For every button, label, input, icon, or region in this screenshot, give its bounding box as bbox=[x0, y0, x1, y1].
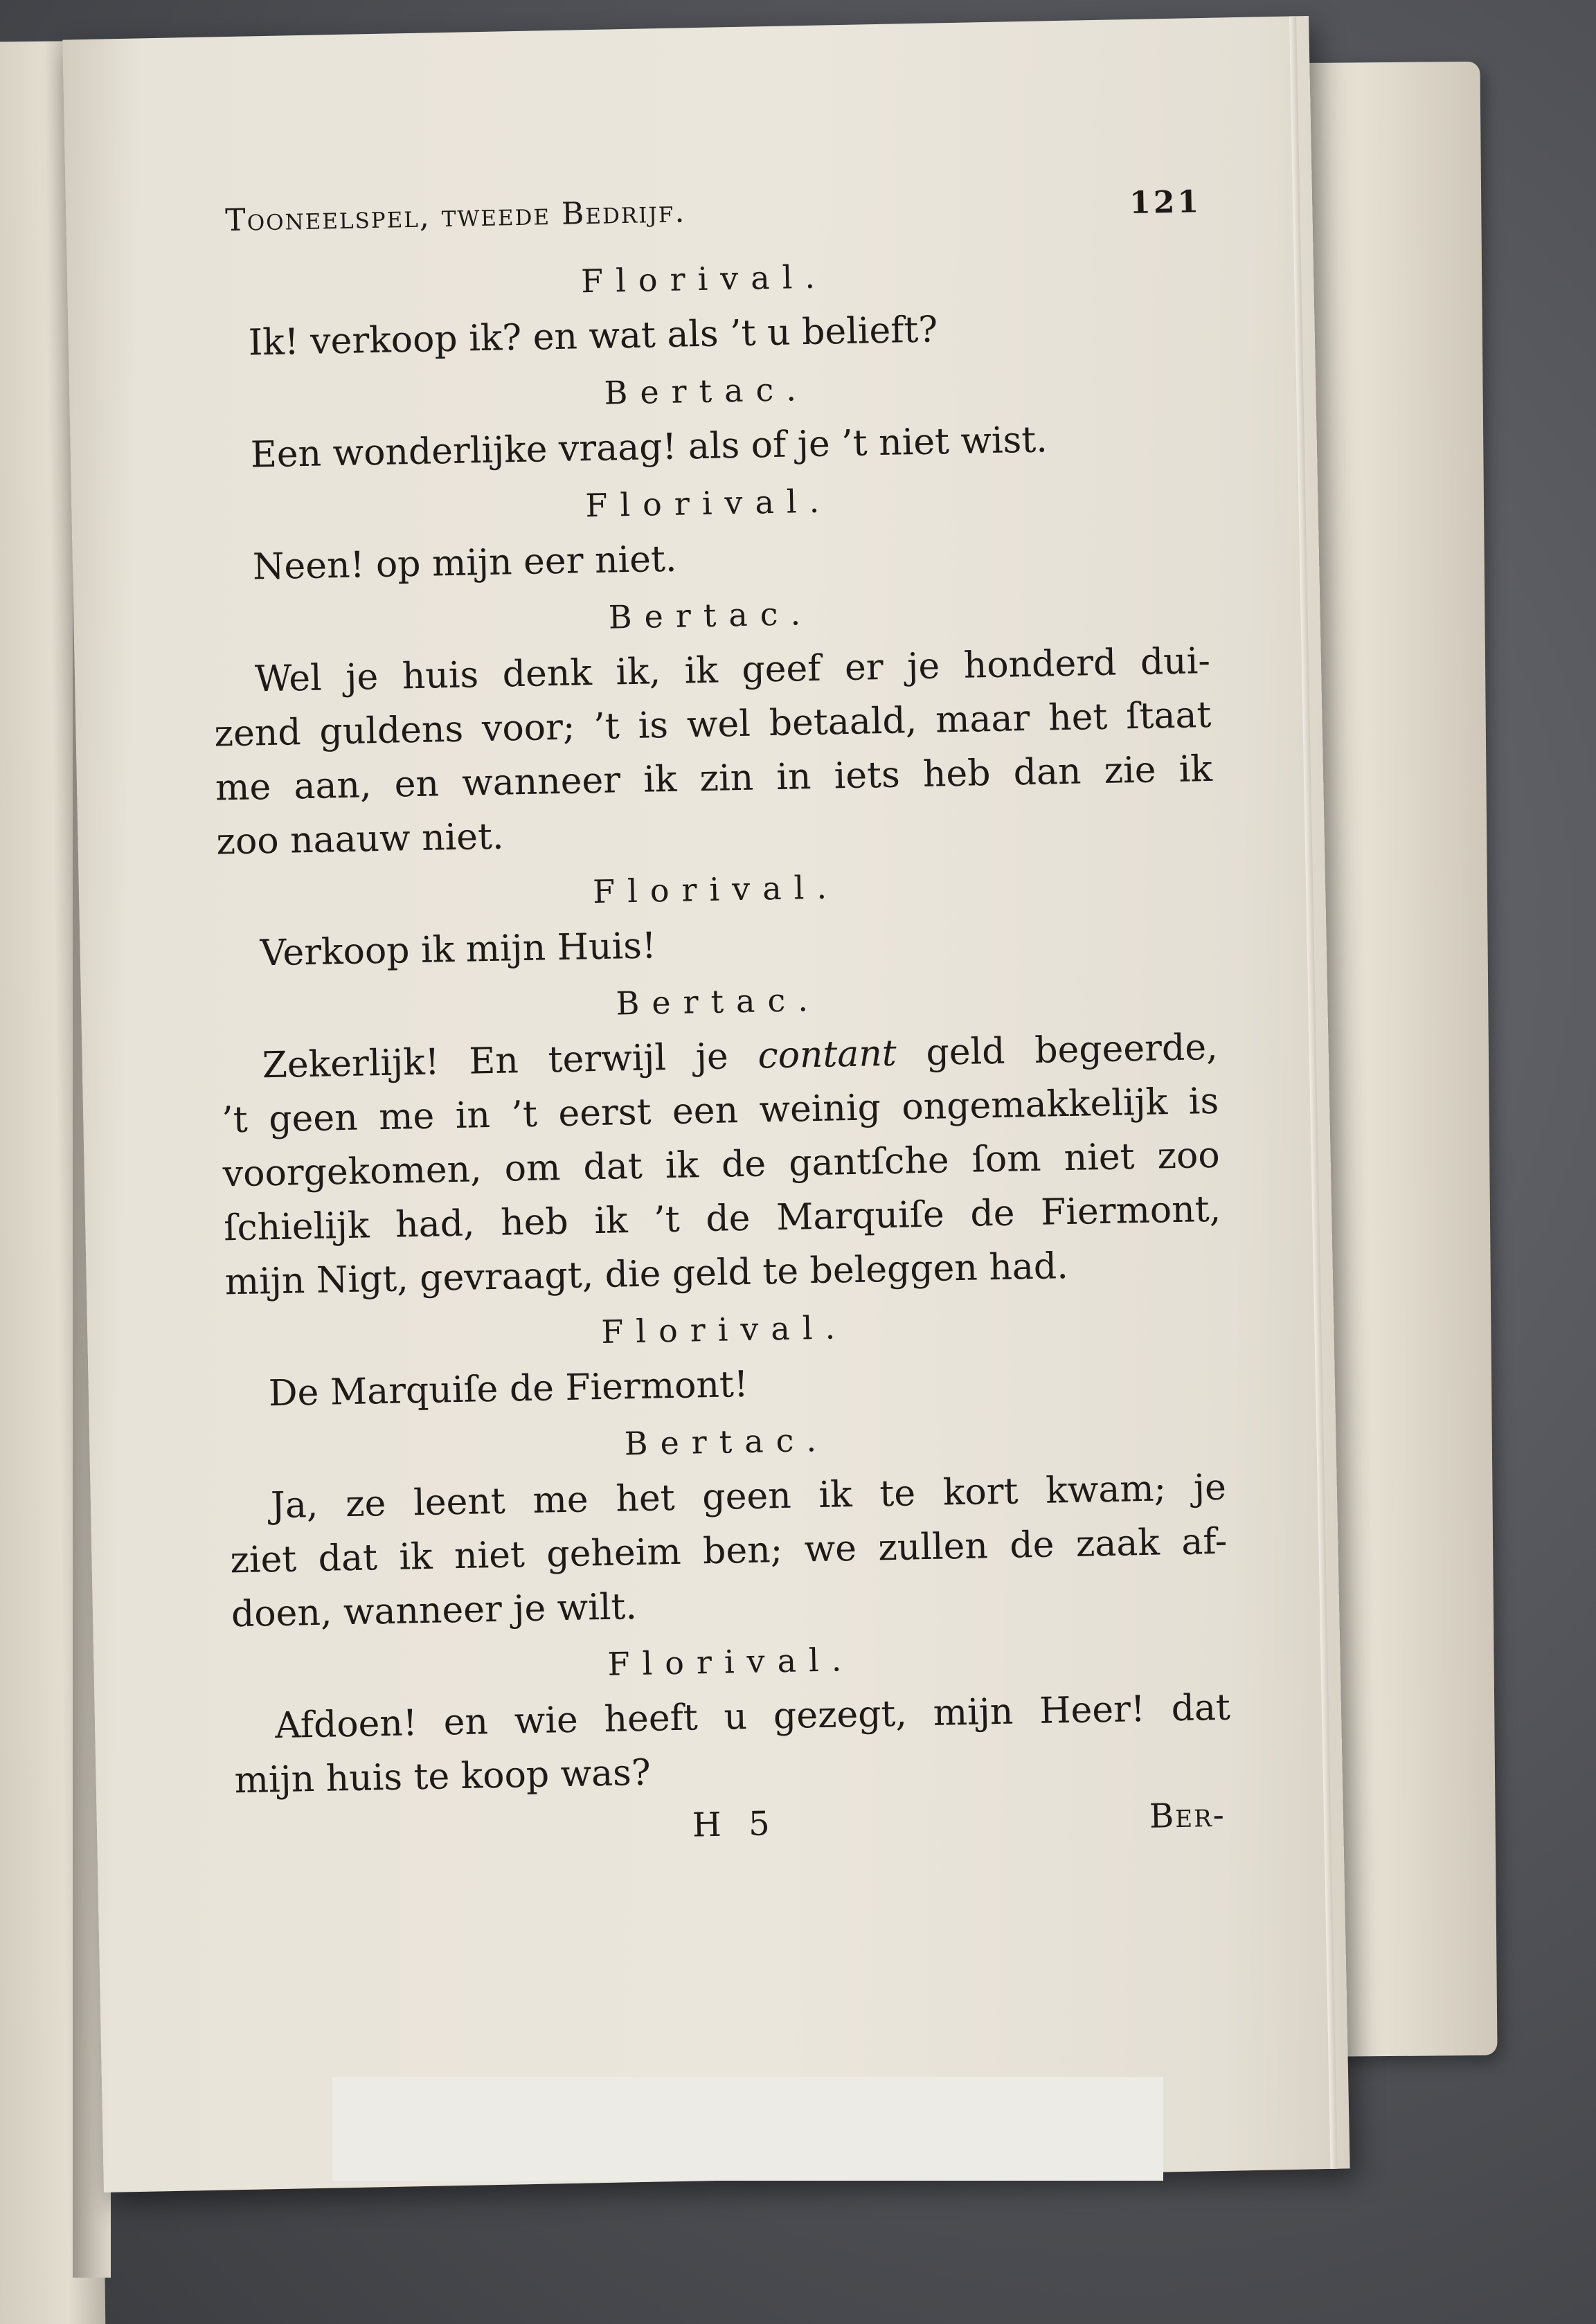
running-head-title: Tooneelspel, tweede Bedrijf. bbox=[224, 194, 686, 239]
page-footer bbox=[235, 1796, 1233, 1871]
dialogue-line: Afdoen! en wie heeft u gezegt, mijn Heer! dat bbox=[274, 1686, 1231, 1747]
dialogue-line: Zekerlijk! En terwijl je contant geld begeerde, bbox=[262, 1026, 1219, 1087]
speaker-name: Florival. bbox=[580, 258, 828, 300]
dialogue-line: Een wonderlijke vraag! als of je ’t niet wist. bbox=[250, 419, 1048, 476]
speaker-name: Bertac. bbox=[624, 1421, 830, 1463]
speaker-name: Florival. bbox=[592, 868, 840, 911]
dialogue-line: doen, wanneer je wilt. bbox=[231, 1586, 638, 1636]
dialogue-line: Wel je huis denk ik, ik geef er je honderd dui- bbox=[254, 640, 1211, 701]
speaker-name: Florival. bbox=[600, 1308, 848, 1351]
dialogue-line: Ik! verkoop ik? en wat als ’t u belieft? bbox=[248, 309, 938, 364]
edit-patch bbox=[332, 2077, 1163, 2181]
dialogue-line: mijn huis te koop was? bbox=[234, 1751, 652, 1802]
dialogue-line: Ja, ze leent me het geen ik te kort kwam; je bbox=[270, 1466, 1227, 1527]
dialogue-line: Neen! op mijn eer niet. bbox=[252, 538, 677, 588]
emphasis: contant bbox=[757, 1032, 897, 1077]
dialogue-line: voorgekomen, om dat ik de gantſche ſom niet zoo bbox=[222, 1134, 1221, 1196]
dialogue-line: zoo naauw niet. bbox=[216, 816, 504, 863]
page-content bbox=[204, 184, 1233, 1870]
dialogue-line: De Marquiſe de Fiermont! bbox=[268, 1363, 749, 1415]
dialogue-line: ſchielijk had, heb ik ’t de Marquiſe de Fiermont, bbox=[223, 1188, 1221, 1250]
speaker-name: Bertac. bbox=[616, 980, 821, 1023]
dialogue-line: Verkoop ik mijn Huis! bbox=[260, 925, 657, 975]
speaker-name: Bertac. bbox=[608, 594, 814, 636]
dialogue-line: zend guldens voor; ’t is wel betaald, maar het ſtaat bbox=[214, 694, 1212, 755]
dialogue-line: mijn Nigt, gevraagt, die geld te beleggen had. bbox=[224, 1245, 1069, 1304]
page-number: 121 bbox=[1129, 184, 1202, 222]
catchword: Ber- bbox=[1149, 1795, 1226, 1836]
book-page bbox=[62, 16, 1350, 2192]
dialogue-line: ’t geen me in ’t eerst een weinig ongemakkelijk is bbox=[221, 1080, 1219, 1142]
dialogue-line: ziet dat ik niet geheim ben; we zullen de zaak af- bbox=[229, 1520, 1228, 1582]
signature-mark: H 5 bbox=[692, 1804, 779, 1845]
speaker-name: Florival. bbox=[607, 1641, 854, 1683]
dialogue-line: me aan, en wanneer ik zin in iets heb dan zie ik bbox=[215, 748, 1213, 809]
speaker-name: Florival. bbox=[584, 482, 832, 525]
speaker-name: Bertac. bbox=[604, 370, 809, 412]
